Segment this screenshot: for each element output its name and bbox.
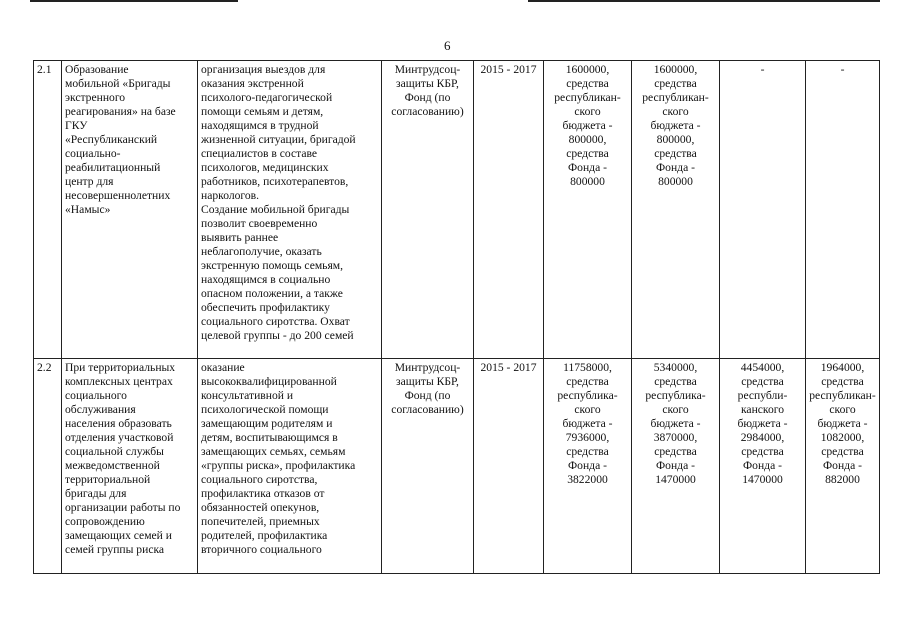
total-funding-cell: 11758000, средства республика- ского бюджета - 7936000, средства Фонда - 3822000 [544, 359, 632, 574]
total-funding-cell: 1600000, средства республикан- ского бюджета - 800000, средства Фонда - 800000 [544, 61, 632, 359]
funding-2016-cell: 4454000, средства республи- канского бюджета - 2984000, средства Фонда - 1470000 [720, 359, 806, 574]
funding-2015-cell: 1600000, средства республикан- ского бюджета - 800000, средства Фонда - 800000 [632, 61, 720, 359]
funding-2017-cell: - [806, 61, 880, 359]
measure-cell: Образование мобильной «Бригады экстренного реагирования» на базе ГКУ «Республиканский социально- реабилитационный центр для несовершеннолетних «Намыс» [62, 61, 198, 359]
executor-cell: Минтрудсоц- защиты КБР, Фонд (по согласованию) [382, 61, 474, 359]
row-number: 2.2 [34, 359, 62, 574]
period-cell: 2015 - 2017 [474, 359, 544, 574]
funding-2016-cell: - [720, 61, 806, 359]
top-rule-right [528, 0, 880, 2]
top-rule-left [30, 0, 238, 2]
executor-cell: Минтрудсоц- защиты КБР, Фонд (по согласованию) [382, 359, 474, 574]
content-cell: оказание высококвалифицированной консультативной и психологической помощи замещающим родителям и детям, воспитывающимся в замещающих семьях, семьям «группы риска», профилактика социального сиротства, профилактика отказов от обязанностей опекунов, попечителей, приемных родителей, профилактика вторичного социального [198, 359, 382, 574]
page-number: 6 [444, 38, 451, 53]
table-row [34, 61, 880, 359]
program-table [33, 60, 880, 574]
period-cell: 2015 - 2017 [474, 61, 544, 359]
table-row [34, 359, 880, 574]
funding-2015-cell: 5340000, средства республика- ского бюджета - 3870000, средства Фонда - 1470000 [632, 359, 720, 574]
measure-cell: При территориальных комплексных центрах социального обслуживания населения образовать отделения участковой социальной службы межведомственной территориальной бригады для организации работы по сопровождению замещающих семей и семей группы риска [62, 359, 198, 574]
row-number: 2.1 [34, 61, 62, 359]
content-cell: организация выездов для оказания экстренной психолого-педагогической помощи семьям и детям, находящимся в трудной жизненной ситуации, бригадой специалистов в составе психологов, медицинских работников, психотерапевтов, наркологов. Создание мобильной бригады позволит своевременно выявить раннее неблагополучие, оказать экстренную помощь семьям, находящимся в социально опасном положении, а также обеспечить профилактику социального сиротства. Охват целевой группы - до 200 семей [198, 61, 382, 359]
funding-2017-cell: 1964000, средства республикан- ского бюджета - 1082000, средства Фонда - 882000 [806, 359, 880, 574]
